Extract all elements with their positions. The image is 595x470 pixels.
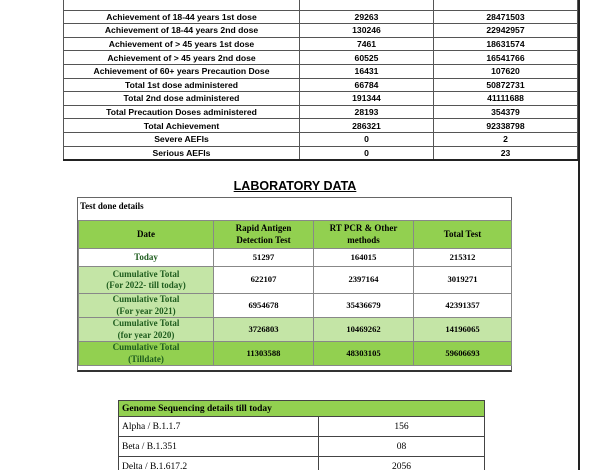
total-value: 42391357 xyxy=(414,294,512,318)
genome-table xyxy=(118,400,485,470)
table-row xyxy=(64,51,578,65)
day-value: 191344 xyxy=(300,92,434,106)
header-total: Total Test xyxy=(414,221,512,249)
total-value: 354379 xyxy=(434,105,578,119)
total-value: 107620 xyxy=(434,64,578,78)
total-value: 22942957 xyxy=(434,24,578,38)
variant-count: 156 xyxy=(319,417,485,437)
day-value: 16431 xyxy=(300,64,434,78)
row-label: Cumulative Total (Tilldate) xyxy=(79,342,214,366)
rtpcr-value: 164015 xyxy=(314,249,414,267)
day-value: 0 xyxy=(300,132,434,146)
total-value: 28471503 xyxy=(434,10,578,24)
row-label: Total 1st dose administered xyxy=(64,78,300,92)
total-value: 3019271 xyxy=(414,267,512,294)
table-row xyxy=(64,132,578,146)
day-value: 0 xyxy=(300,146,434,160)
total-value: 16541766 xyxy=(434,51,578,65)
row-label: Total Achievement xyxy=(64,119,300,133)
rtpcr-value: 48303105 xyxy=(314,342,414,366)
day-value: 7461 xyxy=(300,37,434,51)
row-label: Total Precaution Doses administered xyxy=(64,105,300,119)
page-border xyxy=(578,0,580,470)
variant-name: Delta / B.1.617.2 xyxy=(119,457,319,470)
table-row xyxy=(79,294,512,318)
total-value: 59606693 xyxy=(414,342,512,366)
table-row xyxy=(79,267,512,294)
row-label: Achievement of 18-44 years 2nd dose xyxy=(64,24,300,38)
total-value: 41111688 xyxy=(434,92,578,106)
table-row xyxy=(79,318,512,342)
rtpcr-value: 10469262 xyxy=(314,318,414,342)
table-row xyxy=(64,64,578,78)
total-value: 50872731 xyxy=(434,78,578,92)
table-row xyxy=(119,437,485,457)
day-value: 66784 xyxy=(300,78,434,92)
table-row xyxy=(64,78,578,92)
row-label: Achievement of 18-44 years 1st dose xyxy=(64,10,300,24)
table-row xyxy=(64,119,578,133)
genome-header-row xyxy=(119,401,485,417)
rtpcr-value: 35436679 xyxy=(314,294,414,318)
day-value: 28193 xyxy=(300,105,434,119)
total-value: 23 xyxy=(434,146,578,160)
total-value: 215312 xyxy=(414,249,512,267)
table-row xyxy=(79,249,512,267)
total-value: 92338798 xyxy=(434,119,578,133)
variant-count: 08 xyxy=(319,437,485,457)
row-label: Cumulative Total (for year 2020) xyxy=(79,318,214,342)
rapid-value: 51297 xyxy=(214,249,314,267)
row-label: Today xyxy=(79,249,214,267)
header-rtpcr: RT PCR & Other methods xyxy=(314,221,414,249)
table-row xyxy=(64,92,578,106)
table-row xyxy=(64,0,578,10)
lab-header-row xyxy=(79,221,512,249)
rapid-value: 3726803 xyxy=(214,318,314,342)
header-date: Date xyxy=(79,221,214,249)
genome-title: Genome Sequencing details till today xyxy=(119,401,485,417)
total-value: 2 xyxy=(434,132,578,146)
row-label: Achievement of > 45 years 2nd dose xyxy=(64,51,300,65)
day-value: 286321 xyxy=(300,119,434,133)
header-rapid: Rapid Antigen Detection Test xyxy=(214,221,314,249)
row-label: Serious AEFIs xyxy=(64,146,300,160)
variant-count: 2056 xyxy=(319,457,485,470)
table-row xyxy=(119,417,485,437)
variant-name: Alpha / B.1.1.7 xyxy=(119,417,319,437)
rapid-value: 11303588 xyxy=(214,342,314,366)
table-row xyxy=(119,457,485,470)
lab-table-caption: Test done details xyxy=(80,201,144,211)
day-value: 60525 xyxy=(300,51,434,65)
row-label: Achievement of 60+ years Precaution Dose xyxy=(64,64,300,78)
table-row xyxy=(64,146,578,160)
variant-name: Beta / B.1.351 xyxy=(119,437,319,457)
table-row xyxy=(64,24,578,38)
rapid-value: 622107 xyxy=(214,267,314,294)
table-row xyxy=(64,37,578,51)
row-label: Cumulative Total (For year 2021) xyxy=(79,294,214,318)
total-value: 14196065 xyxy=(414,318,512,342)
row-label: Achievement of > 45 years 1st dose xyxy=(64,37,300,51)
day-value: 130246 xyxy=(300,24,434,38)
row-label: Total 2nd dose administered xyxy=(64,92,300,106)
table-row xyxy=(64,105,578,119)
lab-section-title: LABORATORY DATA xyxy=(233,179,357,193)
row-label: Severe AEFIs xyxy=(64,132,300,146)
lab-table-frame xyxy=(77,197,512,372)
vaccination-table xyxy=(63,0,578,161)
table-row xyxy=(64,10,578,24)
row-label xyxy=(64,0,300,10)
lab-table xyxy=(78,220,512,366)
row-label: Cumulative Total (For 2022- till today) xyxy=(79,267,214,294)
rtpcr-value: 2397164 xyxy=(314,267,414,294)
rapid-value: 6954678 xyxy=(214,294,314,318)
total-value: 18631574 xyxy=(434,37,578,51)
day-value: 29263 xyxy=(300,10,434,24)
table-row xyxy=(79,342,512,366)
